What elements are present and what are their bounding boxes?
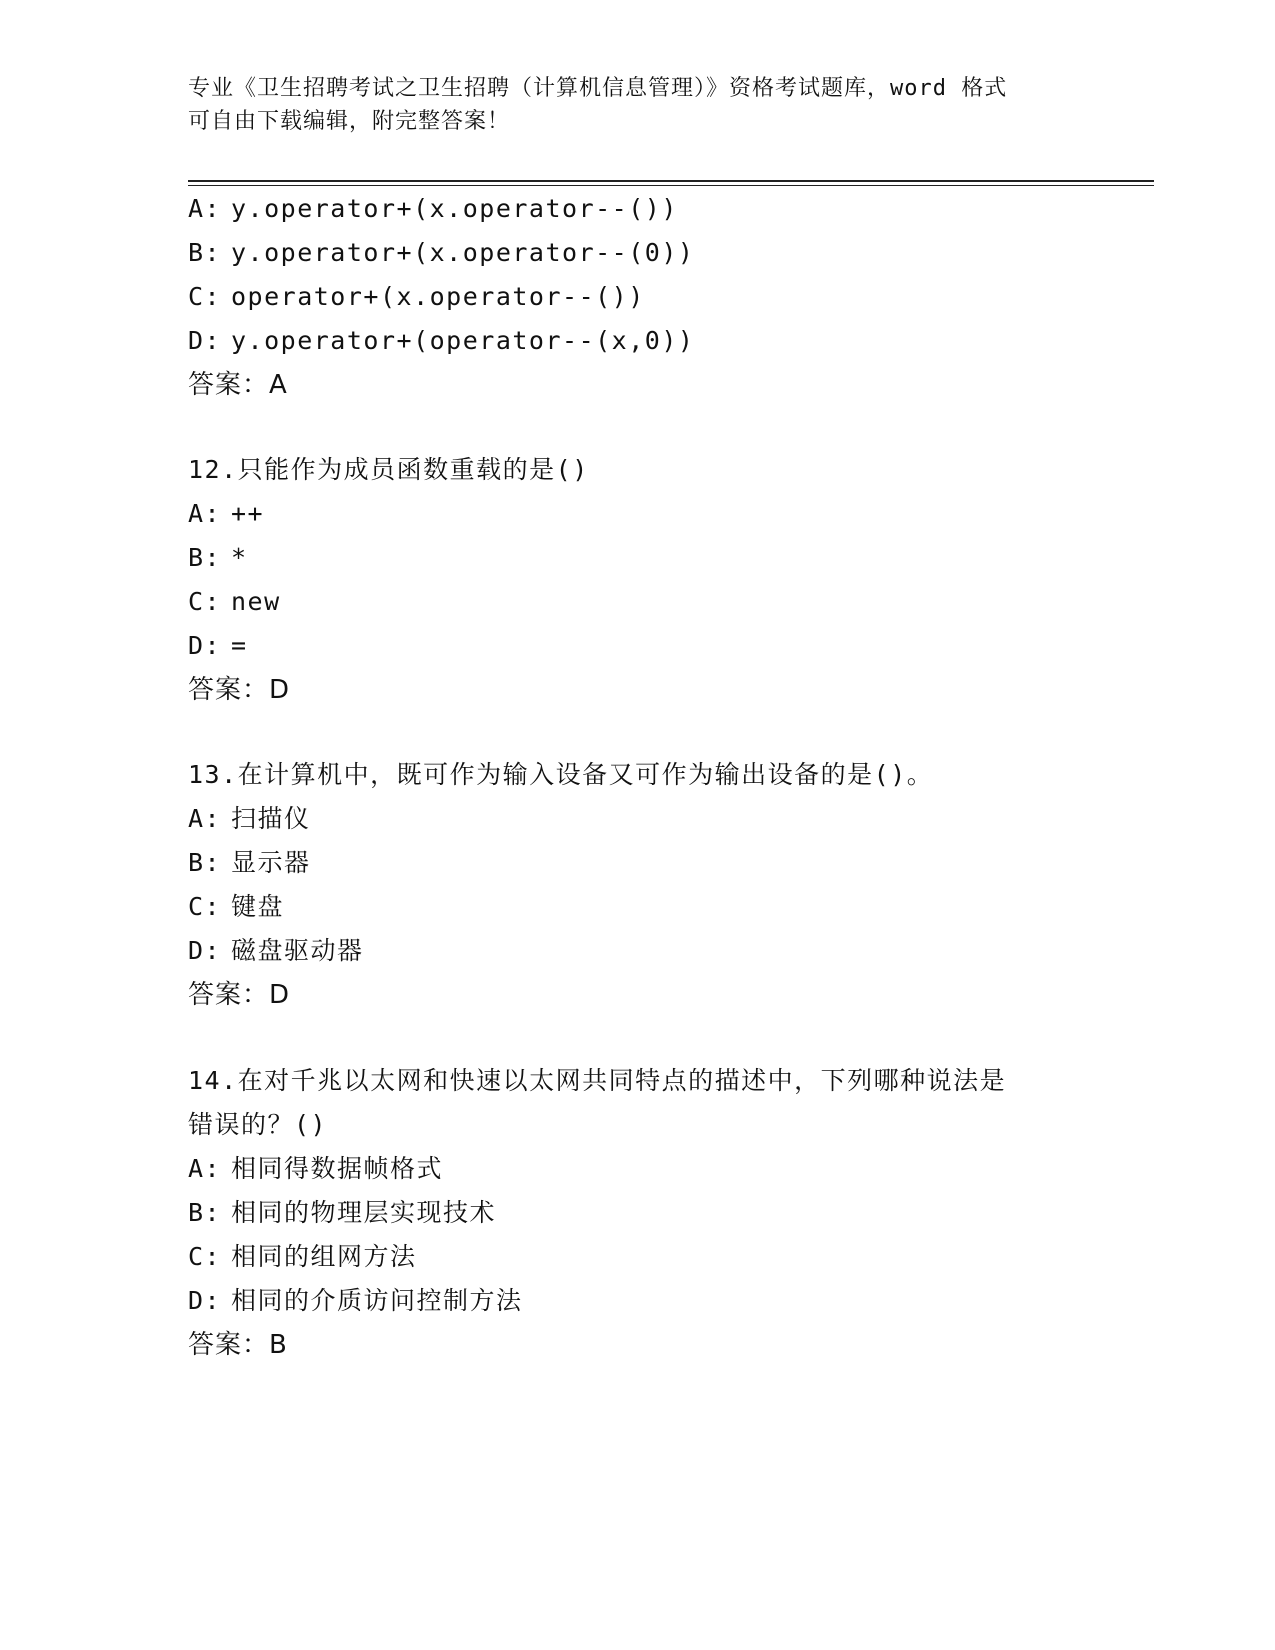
option-label: C: (188, 587, 222, 616)
q13-question: 13.在计算机中，既可作为输入设备又可作为输出设备的是()。 (188, 760, 934, 789)
q14-question-line-1: 14.在对千兆以太网和快速以太网共同特点的描述中，下列哪种说法是 (188, 1066, 1007, 1095)
q14-answer: 答案：B (188, 1330, 288, 1360)
q12-answer: 答案：D (188, 675, 291, 705)
q13-option-b (188, 846, 311, 880)
option-text: = (231, 631, 248, 660)
q13-option-a (188, 802, 311, 836)
option-text: y.operator+(x.operator--(0)) (231, 238, 695, 267)
option-text: 磁盘驱动器 (231, 936, 364, 965)
q11-option-b (188, 236, 694, 270)
q14-option-c (188, 1240, 417, 1274)
option-text: 显示器 (231, 848, 311, 877)
option-text: 相同的介质访问控制方法 (231, 1286, 523, 1315)
option-text: y.operator+(x.operator--()) (231, 194, 678, 223)
q12-option-a (188, 497, 264, 531)
q11-option-c (188, 280, 645, 314)
option-label: D: (188, 1286, 222, 1315)
header-line-2: 可自由下载编辑，附完整答案！ (188, 109, 511, 134)
option-label: C: (188, 892, 222, 921)
option-text: y.operator+(operator--(x,0)) (231, 326, 695, 355)
q14-option-b (188, 1196, 496, 1230)
q11-option-a (188, 192, 678, 226)
q13-option-d (188, 934, 364, 968)
option-label: D: (188, 326, 222, 355)
q14-option-d (188, 1284, 523, 1318)
option-text: 键盘 (231, 892, 285, 921)
option-label: A: (188, 194, 222, 223)
document-header (188, 72, 1088, 138)
option-text: * (231, 543, 248, 572)
option-text: new (231, 587, 281, 616)
q12-option-b (188, 541, 248, 575)
option-text: 相同的物理层实现技术 (231, 1198, 497, 1227)
option-label: C: (188, 1242, 222, 1271)
option-label: A: (188, 1154, 222, 1183)
option-label: B: (188, 543, 222, 572)
q11-option-d (188, 324, 694, 358)
option-label: C: (188, 282, 222, 311)
q14-option-a (188, 1152, 443, 1186)
q14-question-line-2: 错误的？() (188, 1110, 328, 1139)
option-label: D: (188, 631, 222, 660)
option-label: B: (188, 238, 222, 267)
option-label: A: (188, 499, 222, 528)
q13-option-c (188, 890, 284, 924)
option-label: D: (188, 936, 222, 965)
option-text: 扫描仪 (231, 804, 311, 833)
option-text: 相同得数据帧格式 (231, 1154, 444, 1183)
q13-answer: 答案：D (188, 980, 291, 1010)
option-text: operator+(x.operator--()) (231, 282, 645, 311)
option-text: ++ (231, 499, 265, 528)
q12-question: 12.只能作为成员函数重载的是() (188, 455, 589, 484)
option-label: B: (188, 848, 222, 877)
header-divider-thin (188, 185, 1154, 186)
q11-answer: 答案：A (188, 370, 288, 400)
option-text: 相同的组网方法 (231, 1242, 417, 1271)
q12-option-c (188, 585, 281, 619)
q12-option-d (188, 629, 248, 663)
option-label: A: (188, 804, 222, 833)
option-label: B: (188, 1198, 222, 1227)
header-line-1: 专业《卫生招聘考试之卫生招聘（计算机信息管理）》资格考试题库，word 格式 (188, 76, 1008, 101)
header-divider-thick (188, 180, 1154, 182)
